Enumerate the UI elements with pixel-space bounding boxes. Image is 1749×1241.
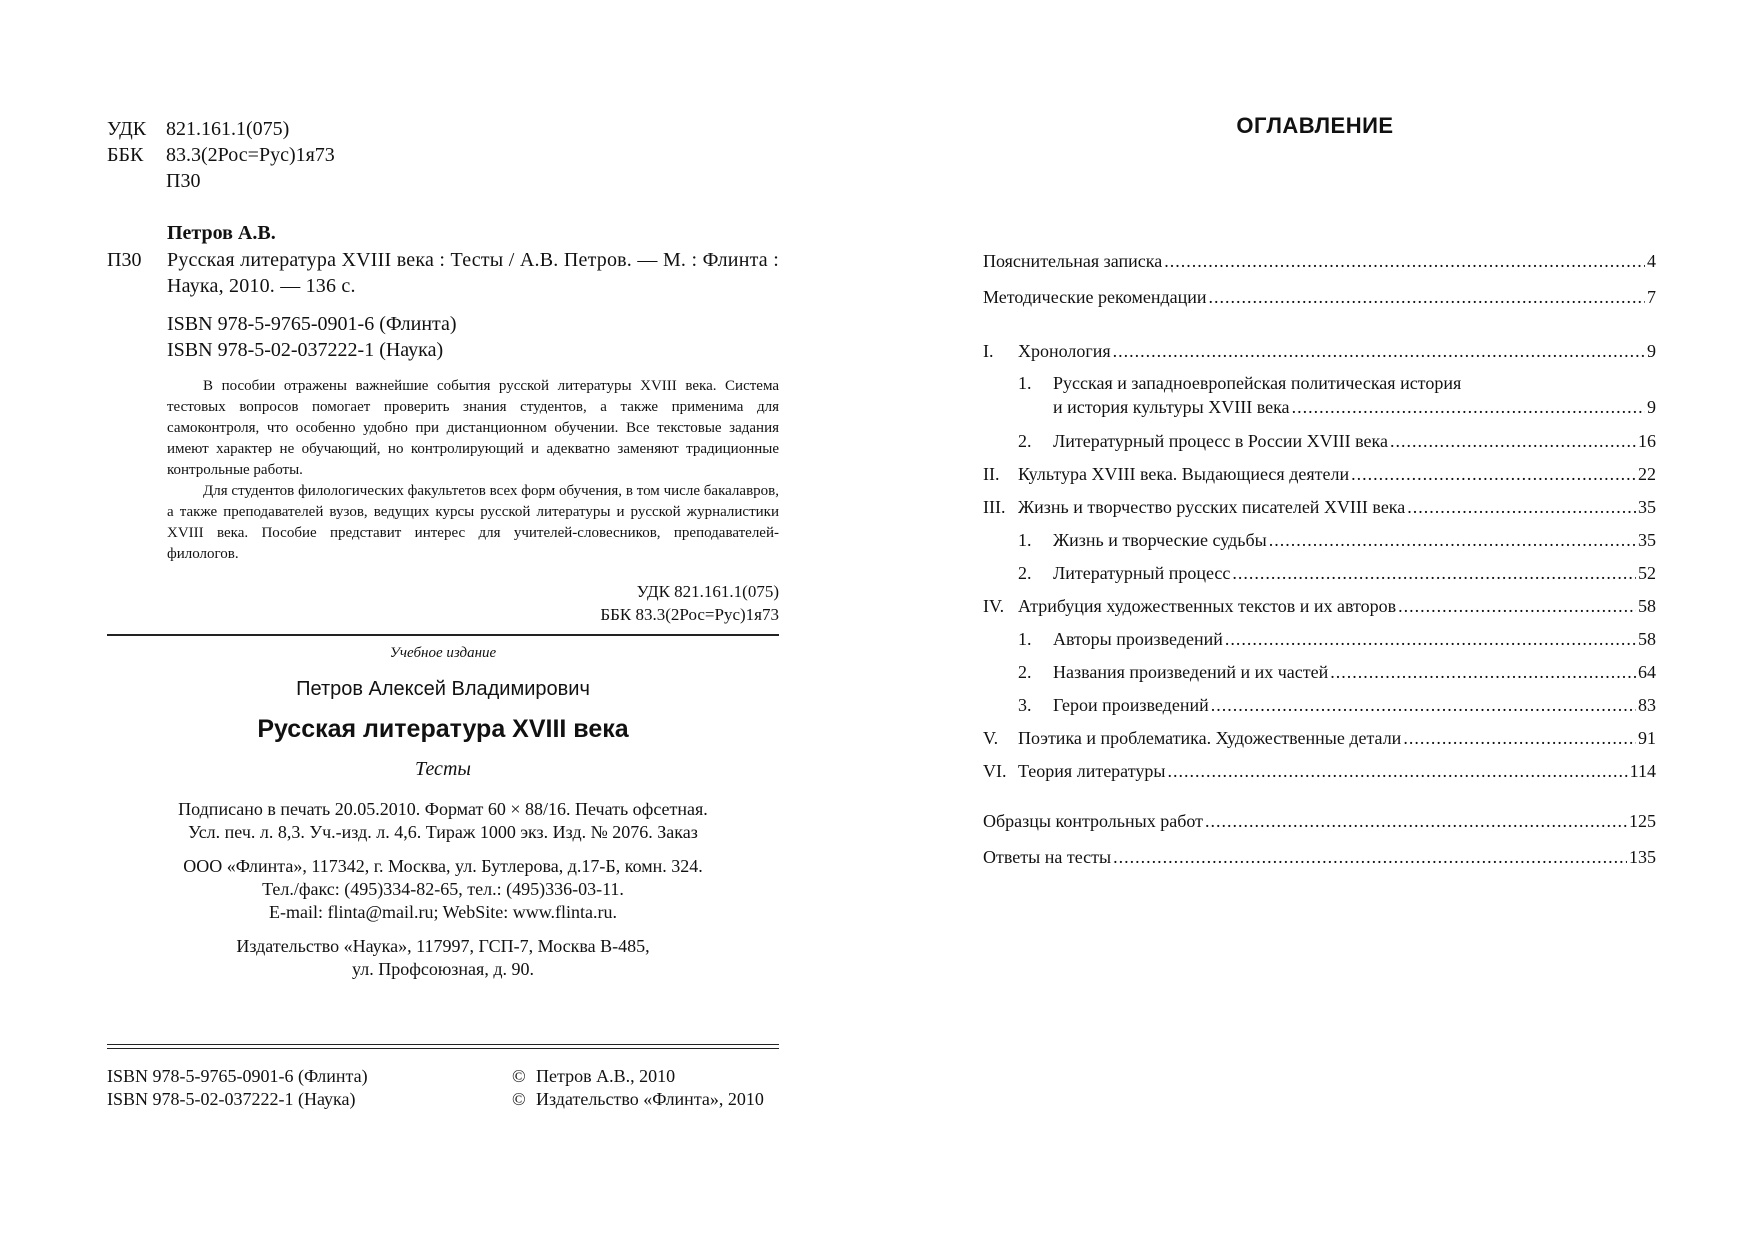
toc-entry[interactable] <box>983 810 1656 832</box>
isbn-list <box>167 311 457 363</box>
toc-entry[interactable] <box>983 846 1656 868</box>
toc-leader-dots <box>1269 529 1636 551</box>
toc-entry-label: Жизнь и творчество русских писателей XVIII века <box>1018 497 1406 517</box>
toc-entry-label: Ответы на тесты <box>983 847 1112 867</box>
imprint-line: Издательство «Наука», 117997, ГСП-7, Москва В-485, <box>236 936 650 956</box>
annotation <box>167 376 779 565</box>
edition-type: Учебное издание <box>389 645 497 661</box>
footer-isbns <box>107 1065 368 1111</box>
toc-entry-page: 22 <box>1638 464 1656 484</box>
bbk-label: ББК <box>107 144 144 166</box>
imprint-print-info <box>107 798 779 844</box>
toc-leader-dots <box>1407 496 1636 518</box>
toc-entry-page: 4 <box>1647 251 1656 271</box>
bib-text: Русская литература XVIII века : Тесты / А.В. Петров. — М. : Флинта : Наука, 2010. — 136 с. <box>167 249 779 297</box>
imprint-line: ул. Профсоюзная, д. 90. <box>352 959 534 979</box>
toc-entry[interactable] <box>983 694 1656 716</box>
bbk-repeat: ББК 83.3(2Рос=Рус)1я73 <box>600 605 779 624</box>
double-divider <box>107 1044 779 1049</box>
copyright-sign: © <box>512 1089 526 1109</box>
toc-entry-number: I. <box>983 341 994 361</box>
toc-leader-dots <box>1167 760 1627 782</box>
imprint <box>107 798 779 992</box>
divider <box>107 634 779 636</box>
toc-entry-number: 1. <box>1018 530 1032 550</box>
bbk-value: 83.3(2Рос=Рус)1я73 <box>166 144 335 166</box>
toc-entry-page: 35 <box>1638 497 1656 517</box>
udk-repeat: УДК 821.161.1(075) <box>636 582 779 601</box>
toc-entry[interactable] <box>983 430 1656 452</box>
toc-entry-label: Хронология <box>1018 341 1111 361</box>
toc-leader-dots <box>1292 396 1645 418</box>
toc-entry-page: 9 <box>1647 397 1656 417</box>
toc-entry[interactable] <box>983 529 1656 551</box>
author-mark-value: П30 <box>166 170 201 192</box>
toc-entry-page: 114 <box>1629 761 1656 781</box>
toc-entry[interactable] <box>983 340 1656 362</box>
udk-row <box>107 116 335 142</box>
toc-entry-label: Пояснительная записка <box>983 251 1163 271</box>
toc-leader-dots <box>1330 661 1636 683</box>
toc-leader-dots <box>1351 463 1636 485</box>
author-full-name: Петров Алексей Владимирович <box>296 678 590 700</box>
toc-leader-dots <box>1225 628 1636 650</box>
toc-entry[interactable] <box>983 463 1656 485</box>
copyright-text: Издательство «Флинта», 2010 <box>536 1089 764 1109</box>
toc-entry-label: Жизнь и творческие судьбы <box>1053 530 1267 550</box>
toc-entry-page: 58 <box>1638 629 1656 649</box>
toc-entry-number: II. <box>983 464 1000 484</box>
toc-entry-label: Образцы контрольных работ <box>983 811 1203 831</box>
book-subtitle: Тесты <box>415 758 471 780</box>
footer-isbn-nauka: ISBN 978-5-02-037222-1 (Наука) <box>107 1089 356 1109</box>
toc-entry-page: 64 <box>1638 662 1656 682</box>
toc-entry-number: 1. <box>1018 373 1032 393</box>
copyright-text: Петров А.В., 2010 <box>536 1066 676 1086</box>
imprint-line: ООО «Флинта», 117342, г. Москва, ул. Бутлерова, д.17-Б, комн. 324. <box>183 856 703 876</box>
imprint-line: Тел./факс: (495)334-82-65, тел.: (495)336-03-11. <box>262 879 624 899</box>
imprint-line: E-mail: flinta@mail.ru; WebSite: www.flinta.ru. <box>268 902 618 922</box>
isbn-nauka: ISBN 978-5-02-037222-1 (Наука) <box>167 339 444 361</box>
imprint-flinta <box>107 855 779 924</box>
toc-entry[interactable] <box>983 661 1656 683</box>
toc-entry[interactable] <box>983 250 1656 272</box>
toc-entry-label: Поэтика и проблематика. Художественные детали <box>1018 728 1402 748</box>
toc-entry[interactable] <box>983 760 1656 782</box>
bibliographic-record <box>107 247 779 299</box>
toc-entry[interactable] <box>983 628 1656 650</box>
toc-entry-label: Литературный процесс <box>1053 563 1231 583</box>
isbn-flinta: ISBN 978-5-9765-0901-6 (Флинта) <box>167 313 457 335</box>
toc-title: ОГЛАВЛЕНИЕ <box>1236 113 1394 138</box>
bbk-row <box>107 142 335 168</box>
imprint-nauka <box>107 935 779 981</box>
imprint-line: Подписано в печать 20.05.2010. Формат 60 × 88/16. Печать офсетная. <box>178 799 708 819</box>
toc-entry[interactable] <box>983 496 1656 518</box>
toc-entry-label: Культура XVIII века. Выдающиеся деятели <box>1018 464 1350 484</box>
toc-leader-dots <box>1403 727 1636 749</box>
annotation-paragraph: Для студентов филологических факультетов всех форм обучения, в том числе бакалавров, а также преподавателей вузов, ведущих курсы русской литературы и русской журналистики XVIII века. Пособие представит интерес для учителей-словесников, преподавателей-филологов. <box>167 483 779 562</box>
toc-leader-dots <box>1211 694 1636 716</box>
toc-leader-dots <box>1205 810 1627 832</box>
copyright-sign: © <box>512 1066 526 1086</box>
toc-entry-label: Атрибуция художественных текстов и их авторов <box>1018 596 1397 616</box>
toc-entry-number: 2. <box>1018 563 1032 583</box>
toc-entry[interactable] <box>983 373 1656 418</box>
author-mark-row <box>107 168 335 194</box>
toc-leader-dots <box>1113 846 1627 868</box>
toc-leader-dots <box>1232 562 1636 584</box>
bib-code: П30 <box>107 249 142 271</box>
toc-entry-page: 9 <box>1647 341 1656 361</box>
classification-codes <box>107 116 335 194</box>
toc-entry-label: Литературный процесс в России XVIII века <box>1053 431 1388 451</box>
toc-leader-dots <box>1164 250 1645 272</box>
toc-entry-number: 2. <box>1018 431 1032 451</box>
copyright-publisher <box>512 1088 764 1111</box>
toc-entry-page: 125 <box>1629 811 1656 831</box>
imprint-line: Усл. печ. л. 8,3. Уч.-изд. л. 4,6. Тираж 1000 экз. Изд. № 2076. Заказ <box>188 822 698 842</box>
udk-label: УДК <box>107 118 147 140</box>
book-title: Русская литература XVIII века <box>257 715 629 743</box>
toc-entry[interactable] <box>983 562 1656 584</box>
toc-entry-number: 2. <box>1018 662 1032 682</box>
copyright-author <box>512 1065 764 1088</box>
udk-bbk-repeat <box>570 580 779 626</box>
annotation-paragraph: В пособии отражены важнейшие события русской литературы XVIII века. Система тестовых вопросов помогает проверить знания студентов, а также применима для самоконтроля, что особенно удобно при дистанционном обучении. Все текстовые задания имеют характер не обучающий, но контролирующий и адекватно заменяют традиционные контрольные работы. <box>167 378 779 478</box>
toc-entry-page: 7 <box>1647 287 1656 307</box>
toc-leader-dots <box>1209 286 1645 308</box>
copyrights <box>512 1065 764 1111</box>
toc-entry-label: и история культуры XVIII века <box>1053 397 1290 417</box>
toc-entry-label: Методические рекомендации <box>983 287 1207 307</box>
toc-entry-label-line: Русская и западноевропейская политическая история <box>1053 373 1462 393</box>
toc-entry-page: 91 <box>1638 728 1656 748</box>
toc-entry[interactable] <box>983 727 1656 749</box>
toc-entry-number: 1. <box>1018 629 1032 649</box>
toc-entry-label: Авторы произведений <box>1053 629 1223 649</box>
author-heading: Петров А.В. <box>167 222 276 244</box>
footer-isbn-flinta: ISBN 978-5-9765-0901-6 (Флинта) <box>107 1066 368 1086</box>
toc-entry-page: 35 <box>1638 530 1656 550</box>
toc-entry-label: Названия произведений и их частей <box>1053 662 1329 682</box>
author-mark-label <box>107 168 166 194</box>
toc-entry-label: Теория литературы <box>1018 761 1166 781</box>
toc-entry-number: III. <box>983 497 1006 517</box>
toc-entry[interactable] <box>983 286 1656 308</box>
toc-entry-page: 58 <box>1638 596 1656 616</box>
toc-entry-page: 83 <box>1638 695 1656 715</box>
toc-leader-dots <box>1113 340 1645 362</box>
udk-value: 821.161.1(075) <box>166 118 290 140</box>
toc-leader-dots <box>1390 430 1636 452</box>
toc-entry-number: V. <box>983 728 999 748</box>
toc-entry-page: 135 <box>1629 847 1656 867</box>
toc-leader-dots <box>1398 595 1636 617</box>
toc-entry-label: Герои произведений <box>1053 695 1209 715</box>
toc-entry-page: 52 <box>1638 563 1656 583</box>
toc-entry-page: 16 <box>1638 431 1656 451</box>
toc-entry-number: 3. <box>1018 695 1032 715</box>
toc-entry[interactable] <box>983 595 1656 617</box>
toc-entry-number: IV. <box>983 596 1005 616</box>
toc-entry-number: VI. <box>983 761 1007 781</box>
